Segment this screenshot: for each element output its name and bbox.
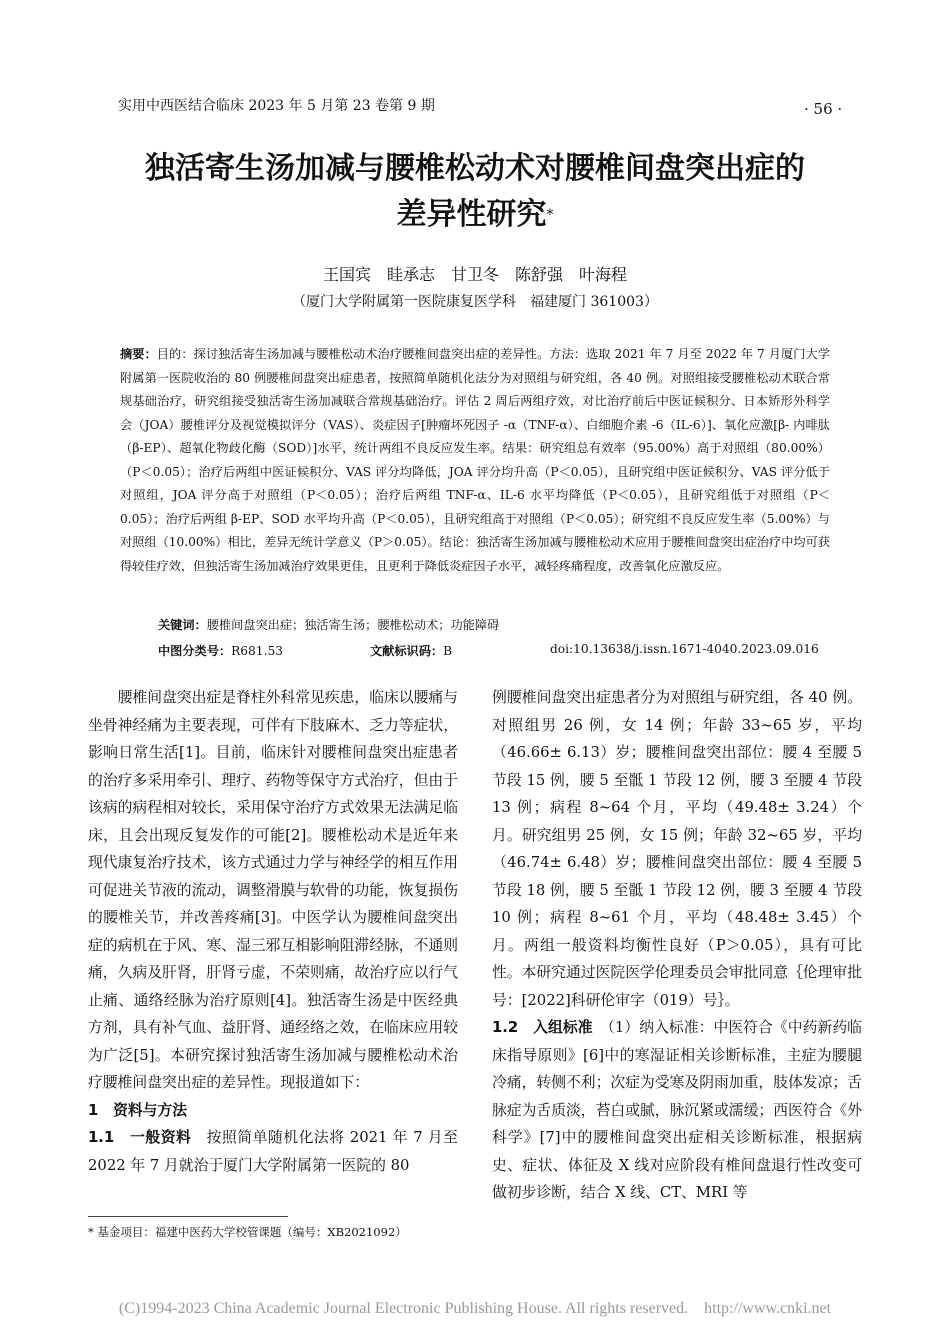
clc-value: R681.53 xyxy=(231,644,283,658)
footnote-divider xyxy=(88,1216,288,1217)
body-left-column xyxy=(88,684,458,1179)
subsection-1-1 xyxy=(88,1124,458,1179)
document-code xyxy=(370,642,452,659)
abstract-text: 目的：探讨独活寄生汤加减与腰椎松动术治疗腰椎间盘突出症的差异性。方法：选取 2021 年 7 月至 2022 年 7 月厦门大学附属第一医院收治的 80 例腰椎间盘突出症患者，按照简单随机化法分为对照组与研究组，各 40 例。对照组接受腰椎松动术联合常规基础治疗，研究组接受独活寄生汤加减联合常规基础治疗。评估 2 周后两组疗效，对比治疗前后中医证候积分、日本矫形外科学会（JOA）腰椎评分及视觉模拟评分（VAS）、炎症因子[肿瘤坏死因子 -α（TNF-α）、白细胞介素 -6（IL-6）]、氧化应激[β- 内啡肽（β-EP）、超氧化物歧化酶（SOD）]水平，统计两组不良反应发生率。结果：研究组总有效率（95.00%）高于对照组（80.00%）（P＜0.05）；治疗后两组中医证候积分、VAS 评分均降低，JOA 评分均升高（P＜0.05），且研究组中医证候积分、VAS 评分低于对照组，JOA 评分高于对照组（P＜0.05）；治疗后两组 TNF-α、IL-6 水平均降低（P＜0.05），且研究组低于对照组（P＜0.05）；治疗后两组 β-EP、SOD 水平均升高（P＜0.05），且研究组高于对照组（P＜0.05）；研究组不良反应发生率（5.00%）与对照组（10.00%）相比，差异无统计学意义（P＞0.05）。结论：独活寄生汤加减与腰椎松动术应用于腰椎间盘突出症治疗中均可获得较佳疗效，但独活寄生汤加减治疗效果更佳，且更利于降低炎症因子水平，减轻疼痛程度，改善氧化应激反应。 xyxy=(120,347,830,573)
subsection-1-2 xyxy=(492,1014,862,1207)
abstract-label: 摘要： xyxy=(120,347,157,361)
abstract xyxy=(120,343,830,578)
clc-code xyxy=(158,642,283,659)
keywords xyxy=(158,616,499,633)
keywords-text: 腰椎间盘突出症；独活寄生汤；腰椎松动术；功能障碍 xyxy=(206,618,500,632)
authors: 王国宾 眭承志 甘卫冬 陈舒强 叶海程 xyxy=(322,265,627,284)
footnote: * 基金项目：福建中医药大学校管课题（编号：XB2021092） xyxy=(88,1225,407,1239)
section-heading: 1 资料与方法 xyxy=(88,1101,188,1119)
intro-paragraph: 腰椎间盘突出症是脊柱外科常见疾患，临床以腰痛与坐骨神经痛为主要表现，可伴有下肢麻木、乏力等症状，影响日常生活[1]。目前，临床针对腰椎间盘突出症患者的治疗多采用牵引、理疗、药物等保守方式治疗，但由于该病的病程相对较长，采用保守治疗方式效果无法满足临床，且会出现反复发作的可能[2]。腰椎松动术是近年来现代康复治疗技术，该方式通过力学与神经学的相互作用可促进关节液的流动，调整滑膜与软骨的功能，恢复损伤的腰椎关节，并改善疼痛[3]。中医学认为腰椎间盘突出症的病机在于风、寒、湿三邪互相影响阻滞经脉，不通则痛，久病及肝肾，肝肾亏虚，不荣则痛，故治疗应以行气止痛、通络经脉为治疗原则[4]。独活寄生汤是中医经典方剂，具有补气血、益肝肾、通经络之效，在临床应用较为广泛[5]。本研究探讨独活寄生汤加减与腰椎松动术治疗腰椎间盘突出症的差异性。现报道如下： xyxy=(88,689,458,1091)
journal-header: 实用中西医结合临床 2023 年 5 月第 23 卷第 9 期 xyxy=(118,98,435,114)
clc-label: 中图分类号： xyxy=(158,644,232,658)
subsection-1-1-text: 按照简单随机化法将 2021 年 7 月至 2022 年 7 月就治于厦门大学附属第一医院的 80 xyxy=(88,1129,458,1174)
keywords-label: 关键词： xyxy=(158,618,207,632)
article-title xyxy=(60,146,890,238)
copyright-watermark: (C)1994-2023 China Academic Journal Electronic Publishing House. All rights reserved. http://www.cnki.net xyxy=(118,1300,832,1317)
title-line-1: 独活寄生汤加减与腰椎松动术对腰椎间盘突出症的 xyxy=(145,151,805,186)
title-footnote-mark: * xyxy=(546,207,554,223)
title-line-2 xyxy=(60,192,890,238)
page-number: · 56 · xyxy=(804,100,843,118)
body-right-column xyxy=(492,684,862,1207)
doc-label: 文献标识码： xyxy=(370,644,444,658)
doc-value: B xyxy=(443,644,453,658)
subsection-1-2-label: 1.2 入组标准 xyxy=(492,1019,593,1036)
title-line-2-text: 差异性研究 xyxy=(396,197,547,232)
right-paragraph-1: 例腰椎间盘突出症患者分为对照组与研究组，各 40 例。对照组男 26 例，女 14 例；年龄 33~65 岁，平均（46.66± 6.13）岁；腰椎间盘突出部位：腰 4 至腰 5 节段 15 例，腰 5 至骶 1 节段 12 例，腰 3 至腰 4 节段 13 例；病程 8~64 个月，平均（49.48± 3.24）个月。研究组男 25 例，女 15 例；年龄 32~65 岁，平均（46.74± 6.48）岁；腰椎间盘突出部位：腰 4 至腰 5 节段 18 例，腰 5 至骶 1 节段 12 例，腰 3 至腰 4 节段 10 例；病程 8~61 个月，平均（48.48± 3.45）个月。两组一般资料均衡性良好（P＞0.05），具有可比性。本研究通过医院医学伦理委员会审批同意｛伦理审批号：[2022]科研伦审字（019）号｝。 xyxy=(492,689,862,1009)
subsection-1-1-label: 1.1 一般资料 xyxy=(88,1129,192,1146)
subsection-1-2-text: （1）纳入标准：中医符合《中药新药临床指导原则》[6]中的寒湿证相关诊断标准，主症为腰腿冷痛，转侧不利；次症为受寒及阴雨加重，肢体发凉；舌脉症为舌质淡，苔白或腻，脉沉紧或濡缓；西医符合《外科学》[7]中的腰椎间盘突出症相关诊断标准，根据病史、症状、体征及 X 线对应阶段有椎间盘退行性改变可做初步诊断，结合 X 线、CT、MRI 等 xyxy=(492,1019,862,1201)
affiliation: （厦门大学附属第一医院康复医学科 福建厦门 361003） xyxy=(292,294,658,310)
doi: doi:10.13638/j.issn.1671-4040.2023.09.016 xyxy=(550,642,819,656)
